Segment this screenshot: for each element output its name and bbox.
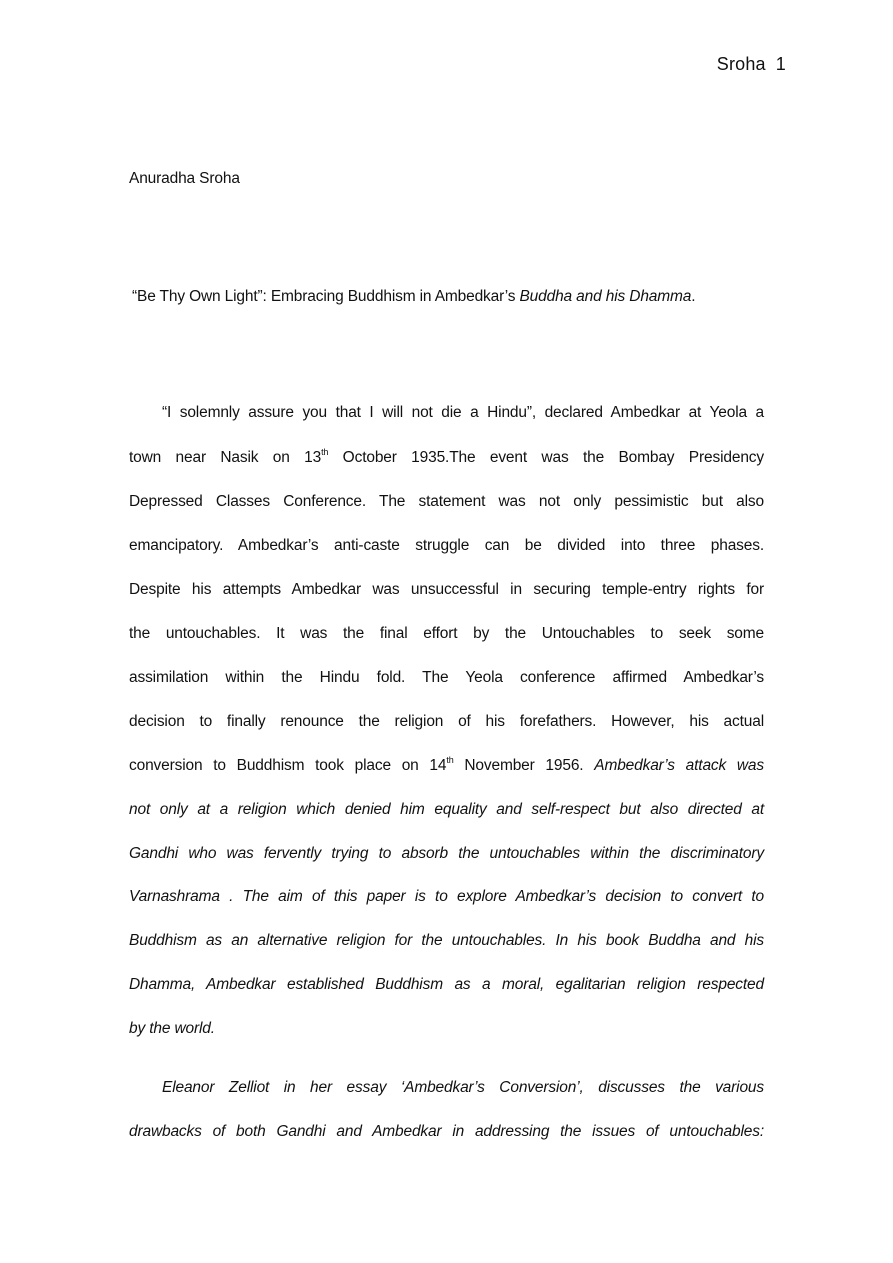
- paragraph-line: Dhamma, Ambedkar established Buddhism as a moral, egalitarian religion respected: [129, 976, 764, 993]
- title-main: “Be Thy Own Light”: Embracing Buddhism in Ambedkar’s: [132, 288, 520, 305]
- line-text-italic: Ambedkar’s attack was: [594, 757, 765, 774]
- author-name: Anuradha Sroha: [129, 170, 240, 187]
- paragraph-line: Despite his attempts Ambedkar was unsuccessful in securing temple-entry rights for: [129, 581, 764, 598]
- title-end: .: [691, 288, 696, 305]
- paragraph-line: Varnashrama . The aim of this paper is to explore Ambedkar’s decision to convert to: [129, 888, 764, 905]
- running-header: [717, 54, 786, 75]
- paragraph-line: decision to finally renounce the religion of his forefathers. However, his actual: [129, 713, 764, 730]
- paragraph-line: [129, 755, 764, 777]
- line-text: conversion to Buddhism took place on 14: [129, 757, 447, 774]
- page-number: 1: [775, 54, 786, 74]
- line-text: November 1956.: [453, 757, 595, 774]
- paragraph-line: Gandhi who was fervently trying to absorb the untouchables within the discriminatory: [129, 845, 764, 862]
- paragraph-line: “I solemnly assure you that I will not die a Hindu”, declared Ambedkar at Yeola a: [162, 404, 764, 421]
- essay-title: [132, 286, 767, 308]
- line-text: town near Nasik on 13: [129, 449, 322, 466]
- paragraph-line: not only at a religion which denied him equality and self-respect but also directed at: [129, 801, 764, 818]
- paragraph-line: by the world.: [129, 1020, 215, 1037]
- paragraph-line: Depressed Classes Conference. The statement was not only pessimistic but also: [129, 493, 764, 510]
- ordinal-suffix: th: [446, 755, 454, 765]
- paragraph-line: Buddhism as an alternative religion for the untouchables. In his book Buddha and his: [129, 932, 764, 949]
- header-surname: Sroha: [716, 54, 766, 74]
- paragraph-line: emancipatory. Ambedkar’s anti-caste struggle can be divided into three phases.: [129, 537, 764, 554]
- paragraph-line: [129, 447, 764, 469]
- paragraph-line: the untouchables. It was the final effort by the Untouchables to seek some: [129, 625, 764, 642]
- line-text: October 1935.The event was the Bombay Presidency: [328, 449, 764, 466]
- title-book: Buddha and his Dhamma: [519, 288, 692, 305]
- paragraph-line: Eleanor Zelliot in her essay ‘Ambedkar’s Conversion’, discusses the various: [162, 1079, 764, 1096]
- paragraph-line: drawbacks of both Gandhi and Ambedkar in addressing the issues of untouchables:: [129, 1123, 764, 1140]
- ordinal-suffix: th: [321, 447, 329, 457]
- paragraph-line: assimilation within the Hindu fold. The Yeola conference affirmed Ambedkar’s: [129, 669, 764, 686]
